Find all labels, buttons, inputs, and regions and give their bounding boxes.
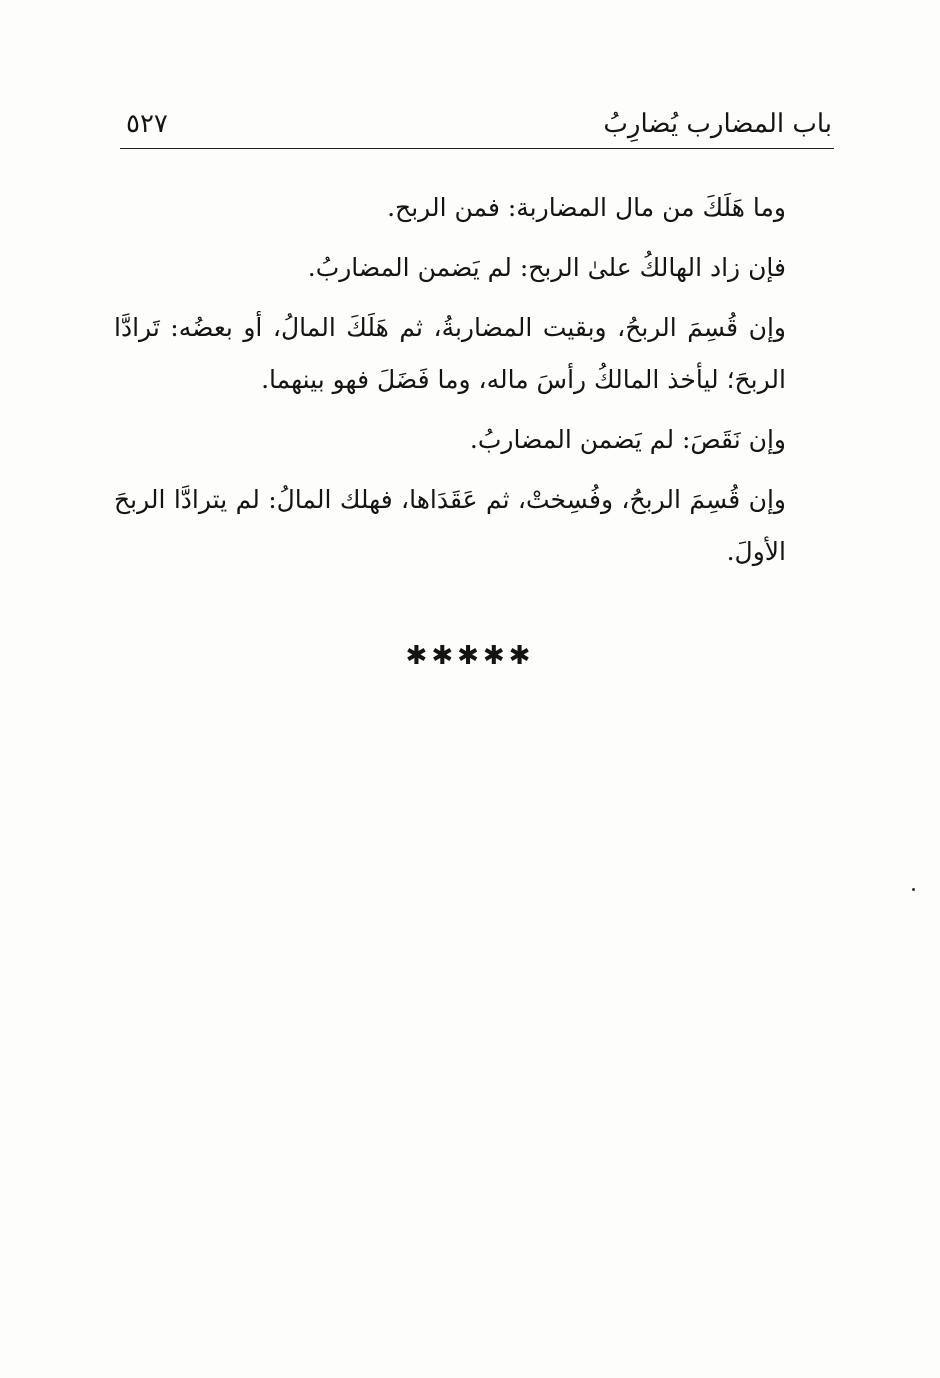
paragraph: فإن زاد الهالكُ علىٰ الربح: لم يَضمن المضاربُ. [307, 253, 786, 282]
body-text [114, 182, 834, 586]
chapter-title: باب المضارب يُضارِبُ [603, 109, 832, 139]
page-number: ٥٢٧ [126, 109, 168, 139]
section-separator: ✱✱✱✱✱ [405, 641, 535, 671]
paragraph: وإن قُسِمَ الربحُ، وبقيت المضاربةُ، ثم هَلَكَ المالُ، أو بعضُه: تَرادَّا الربحَ؛ ليأخذ المالكُ رأسَ ماله، وما فَضَلَ فهو بينهما. [114, 313, 786, 394]
paragraph: وإن نَقَصَ: لم يَضمن المضاربُ. [469, 425, 786, 454]
scan-speck [912, 888, 915, 891]
paragraph: وإن قُسِمَ الربحُ، وفُسِختْ، ثم عَقَدَاها، فهلك المالُ: لم يترادَّا الربحَ الأولَ. [114, 485, 786, 566]
paragraph: وما هَلَكَ من مال المضاربة: فمن الربح. [387, 193, 786, 222]
running-header [120, 104, 834, 149]
